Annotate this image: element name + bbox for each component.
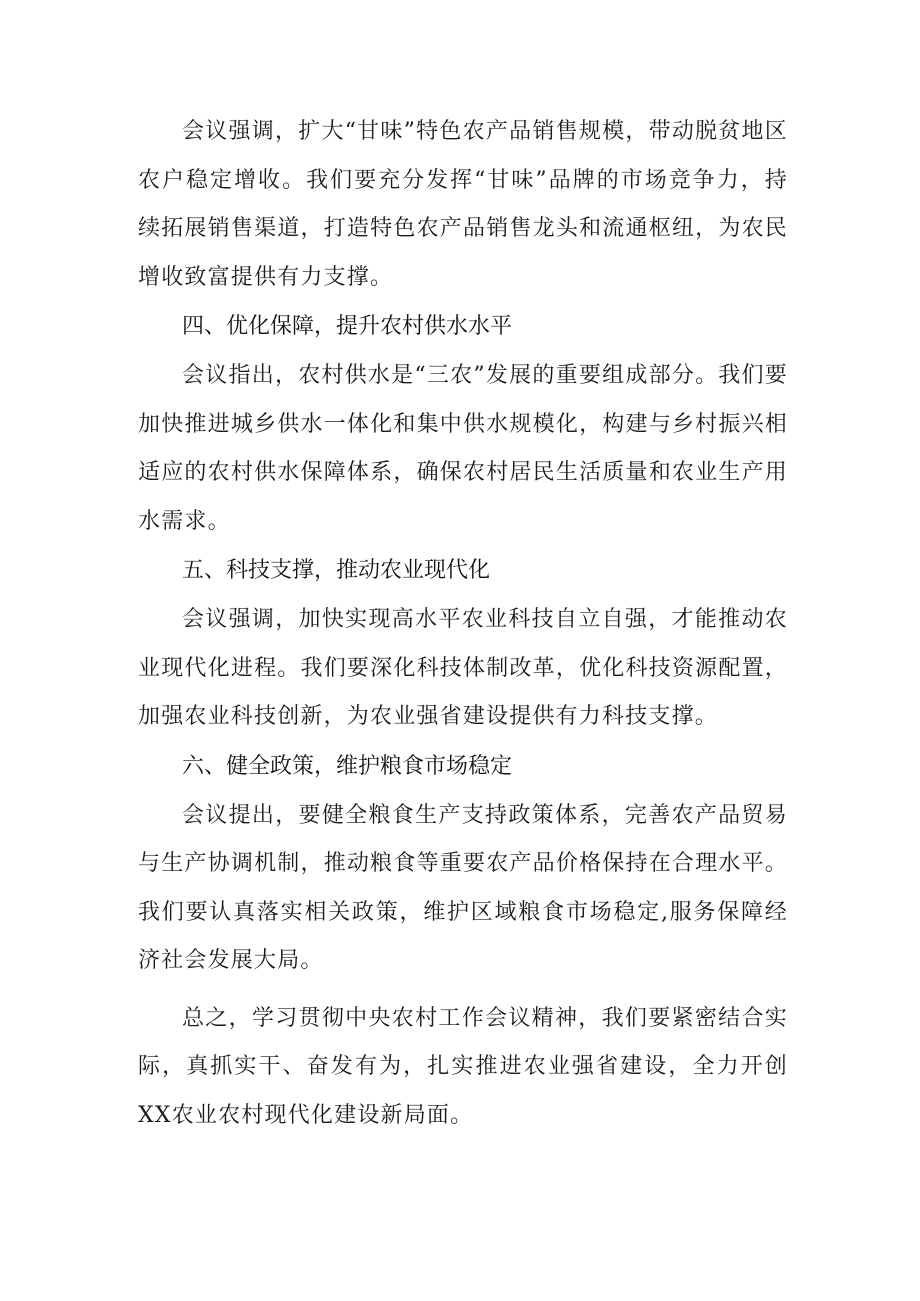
heading-water-supply: 四、优化保障，提升农村供水水平 <box>182 314 513 339</box>
paragraph-tech-support: 会议强调，加快实现高水平农业科技自立自强，才能推动农业现代化进程。我们要深化科技体制改革，优化科技资源配置，加强农业科技创新，为农业强省建设提供有力科技支撑。 <box>138 607 788 729</box>
paragraph-sales-scale: 会议强调，扩大“甘味”特色农产品销售规模，带动脱贫地区农户稳定增收。我们要充分发挥“甘味”品牌的市场竞争力，持续拓展销售渠道，打造特色农产品销售龙头和流通枢纽，为农民增收致富提供有力支撑。 <box>138 119 788 290</box>
paragraph-water-supply: 会议指出，农村供水是“三农”发展的重要组成部分。我们要加快推进城乡供水一体化和集中供水规模化，构建与乡村振兴相适应的农村供水保障体系，确保农村居民生活质量和农业生产用水需求。 <box>138 363 788 534</box>
heading-grain-policy: 六、健全政策，维护粮食市场稳定 <box>182 753 513 779</box>
paragraph-grain-policy: 会议提出，要健全粮食生产支持政策体系，完善农产品贸易与生产协调机制，推动粮食等重要农产品价格保持在合理水平。我们要认真落实相关政策，维护区域粮食市场稳定,服务保障经济社会发展大局。 <box>138 802 788 973</box>
heading-tech-support: 五、科技支撑，推动农业现代化 <box>182 558 491 583</box>
paragraph-conclusion: 总之，学习贯彻中央农村工作会议精神，我们要紧密结合实际，真抓实干、奋发有为，扎实推进农业强省建设，全力开创XX农业农村现代化建设新局面。 <box>138 1005 788 1128</box>
document-body <box>138 108 788 1140</box>
